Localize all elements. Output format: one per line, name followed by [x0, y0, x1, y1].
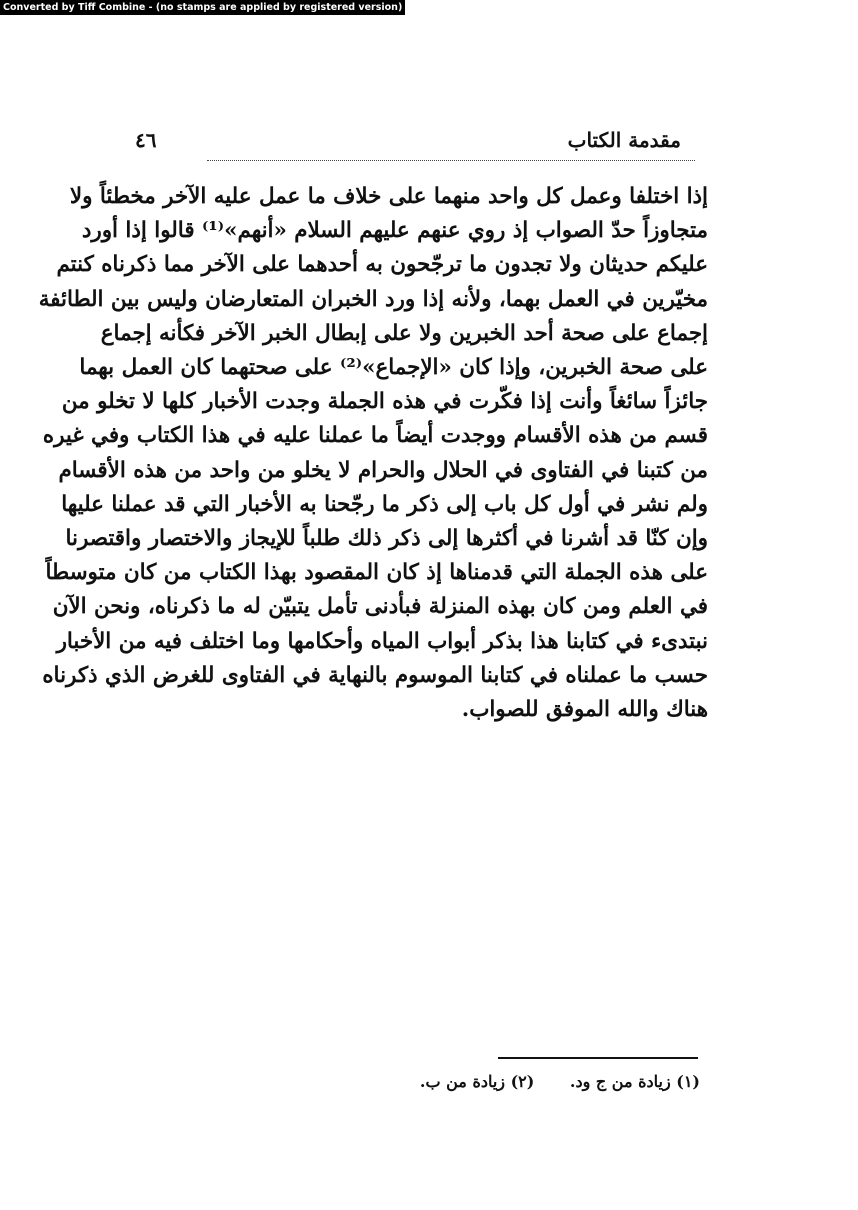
body-line: عليكم حديثان ولا تجدون ما ترجّحون به أحدهما على الآخر مما ذكرناه كنتم: [56, 252, 708, 278]
body-line: من كتبنا في الفتاوى في الحلال والحرام لا يخلو من واحد من هذه الأقسام: [58, 457, 708, 483]
body-line: هناك والله الموفق للصواب.: [461, 697, 708, 723]
body-line: إجماع على صحة أحد الخبرين ولا على إبطال الخبر الآخر فكأنه إجماع: [100, 320, 708, 346]
body-line: على صحة الخبرين، وإذا كان «الإجماع»⁽²⁾ على صحتهما كان العمل بهما: [79, 355, 708, 381]
body-line: قسم من هذه الأقسام ووجدت أيضاً ما عملنا عليه في هذا الكتاب وفي غيره: [42, 423, 708, 449]
body-line: إذا اختلفا وعمل كل واحد منهما على خلاف ما عمل عليه الآخر مخطئاً ولا: [69, 184, 708, 209]
body-line: جائزاً سائغاً وأنت إذا فكّرت في هذه الجملة وجدت الأخبار كلها لا تخلو من: [61, 389, 708, 415]
footnotes: [140, 1072, 700, 1091]
body-line: حسب ما عملناه في كتابنا الموسوم بالنهاية في الفتاوى للغرض الذي ذكرناه: [42, 662, 708, 688]
body-line: في العلم ومن كان بهذه المنزلة فبأدنى تأمل يتبيّن له ما ذكرناه، ونحن الآن: [52, 594, 708, 620]
body-line: ولم نشر في أول كل باب إلى ذكر ما رجّحنا به الأخبار التي قد عملنا عليها: [61, 491, 708, 517]
converter-stamp: Converted by Tiff Combine - (no stamps are applied by registered version): [0, 0, 405, 15]
page-header: [135, 124, 695, 168]
running-title: مقدمة الكتاب: [567, 128, 681, 152]
footnote-rule: [498, 1057, 698, 1059]
header-rule: [207, 160, 695, 161]
page-number: ٤٦: [135, 128, 157, 152]
body-line: مخيّرين في العمل بهما، ولأنه إذا ورد الخبران المتعارضان وليس بين الطائفة: [38, 286, 708, 312]
body-line: على هذه الجملة التي قدمناها إذ كان المقصود بهذا الكتاب من كان متوسطاً: [45, 560, 708, 586]
body-line: متجاوزاً حدّ الصواب إذ روي عنهم عليهم السلام «أنهم»⁽¹⁾ قالوا إذا أورد: [81, 218, 708, 244]
footnote-1: (١) زيادة من ج ود.: [569, 1072, 700, 1091]
body-line: نبتدىء في كتابنا هذا بذكر أبواب المياه وأحكامها وما اختلف فيه من الأخبار: [56, 628, 708, 654]
body-text: [38, 180, 708, 727]
footnote-2: (٢) زيادة من ب.: [419, 1072, 535, 1091]
body-line: وإن كنّا قد أشرنا في أكثرها إلى ذكر ذلك طلباً للإيجاز والاختصار واقتصرنا: [65, 526, 708, 552]
